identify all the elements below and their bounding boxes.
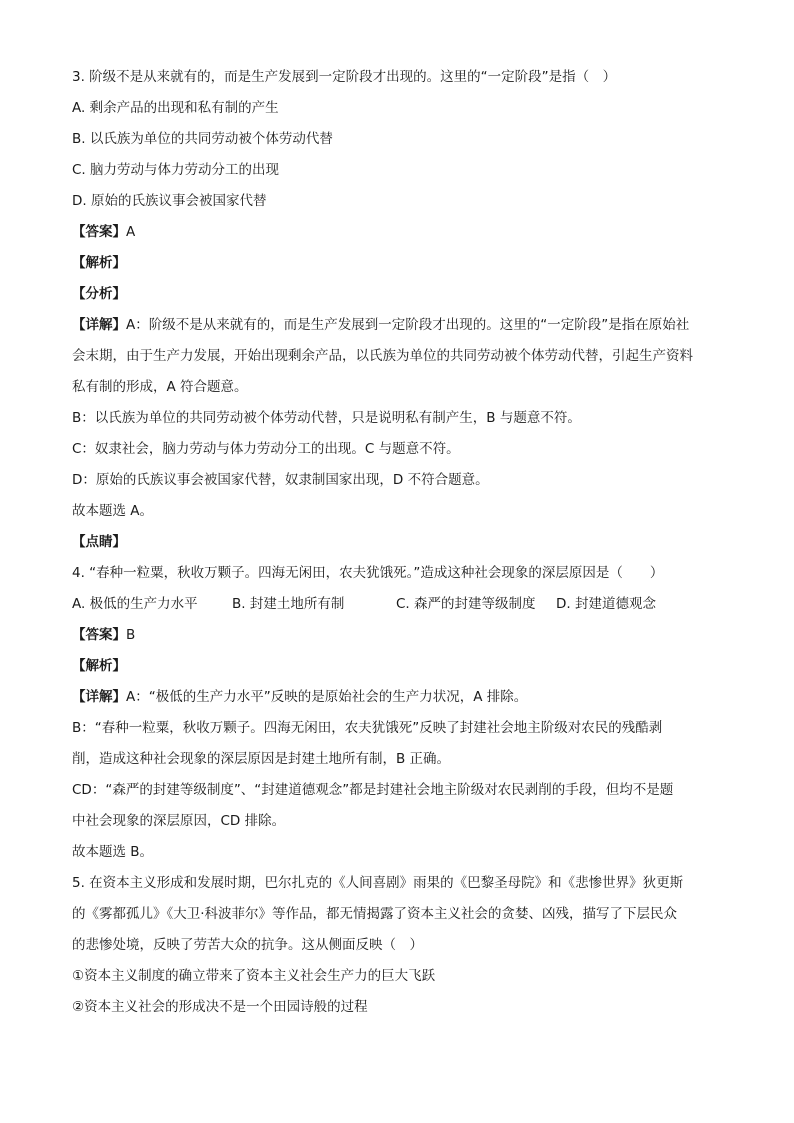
- question-3-explain-d: D：原始的氏族议事会被国家代替，奴隶制国家出现，D 不符合题意。: [72, 472, 489, 488]
- question-3-option-a: A. 剩余产品的出现和私有制的产生: [72, 100, 279, 116]
- question-4-detail-line-1: [72, 682, 732, 713]
- question-3-option-c: C. 脑力劳动与体力劳动分工的出现: [72, 162, 280, 178]
- question-5-stem-line-1: 5. 在资本主义形成和发展时期，巴尔扎克的《人间喜剧》雨果的《巴黎圣母院》和《悲惨世界》狄更斯: [72, 875, 684, 891]
- question-3-explain-c: C：奴隶社会，脑力劳动与体力劳动分工的出现。C 与题意不符。: [72, 441, 460, 457]
- question-4-conclusion: 故本题选 B。: [72, 844, 154, 860]
- question-4-option-a: A. 极低的生产力水平: [72, 596, 198, 612]
- question-4-answer: [72, 620, 732, 651]
- question-3-dianjing-tag: 【点睛】: [72, 534, 126, 550]
- question-4-stem: 4. “春种一粒粟，秋收万颗子。四海无闲田，农夫犹饿死。”造成这种社会现象的深层原因是（ ）: [72, 565, 664, 581]
- question-4-option-c: C. 森严的封建等级制度: [396, 596, 536, 612]
- question-4-explain-cd-2: 中社会现象的深层原因，CD 排除。: [72, 813, 286, 829]
- question-5-item-1: ①资本主义制度的确立带来了资本主义社会生产力的巨大飞跃: [72, 968, 436, 984]
- question-3-detail-line-1: [72, 310, 732, 341]
- detail-text: A：阶级不是从来就有的，而是生产发展到一定阶段才出现的。这里的“一定阶段”是指在原始社: [126, 317, 690, 333]
- question-5-stem-line-2: 的《雾都孤儿》《大卫·科波菲尔》等作品，都无情揭露了资本主义社会的贪婪、凶残，描写了下层民众: [72, 906, 678, 922]
- answer-value: B: [126, 627, 136, 643]
- question-3-option-d: D. 原始的氏族议事会被国家代替: [72, 193, 267, 209]
- detail-text: A：“极低的生产力水平”反映的是原始社会的生产力状况，A 排除。: [126, 689, 528, 705]
- question-4-explain-b-1: B：“春种一粒粟，秋收万颗子。四海无闲田，农夫犹饿死”反映了封建社会地主阶级对农民的残酷剥: [72, 720, 663, 736]
- answer-value: A: [126, 224, 136, 240]
- question-3-conclusion: 故本题选 A。: [72, 503, 154, 519]
- question-5-stem-line-3: 的悲惨处境，反映了劳苦大众的抗争。这从侧面反映（ ）: [72, 937, 423, 953]
- question-4-option-b: B. 封建土地所有制: [232, 596, 345, 612]
- document-page: [72, 62, 732, 1023]
- question-3-stem: 3. 阶级不是从来就有的，而是生产发展到一定阶段才出现的。这里的“一定阶段”是指（ ）: [72, 69, 617, 85]
- detail-tag: 【详解】: [72, 689, 126, 705]
- question-4-options: [72, 589, 732, 620]
- detail-tag: 【详解】: [72, 317, 126, 333]
- answer-tag: 【答案】: [72, 224, 126, 240]
- question-4-option-d: D. 封建道德观念: [556, 596, 656, 612]
- question-4-explain-cd-1: CD：“森严的封建等级制度”、“封建道德观念”都是封建社会地主阶级对农民剥削的手段，但均不是题: [72, 782, 674, 798]
- question-3-detail-line-3: 私有制的形成，A 符合题意。: [72, 379, 248, 395]
- answer-tag: 【答案】: [72, 627, 126, 643]
- question-3-analysis-tag: 【解析】: [72, 255, 126, 271]
- question-4-analysis-tag: 【解析】: [72, 658, 126, 674]
- question-3-fenxi-tag: 【分析】: [72, 286, 126, 302]
- question-3-option-b: B. 以氏族为单位的共同劳动被个体劳动代替: [72, 131, 333, 147]
- question-4-explain-b-2: 削，造成这种社会现象的深层原因是封建土地所有制，B 正确。: [72, 751, 451, 767]
- question-5-item-2: ②资本主义社会的形成决不是一个田园诗般的过程: [72, 999, 368, 1015]
- question-3-answer: [72, 217, 732, 248]
- question-3-detail-line-2: 会末期，由于生产力发展，开始出现剩余产品，以氏族为单位的共同劳动被个体劳动代替，引起生产资料: [72, 348, 693, 364]
- question-3-explain-b: B：以氏族为单位的共同劳动被个体劳动代替，只是说明私有制产生，B 与题意不符。: [72, 410, 581, 426]
